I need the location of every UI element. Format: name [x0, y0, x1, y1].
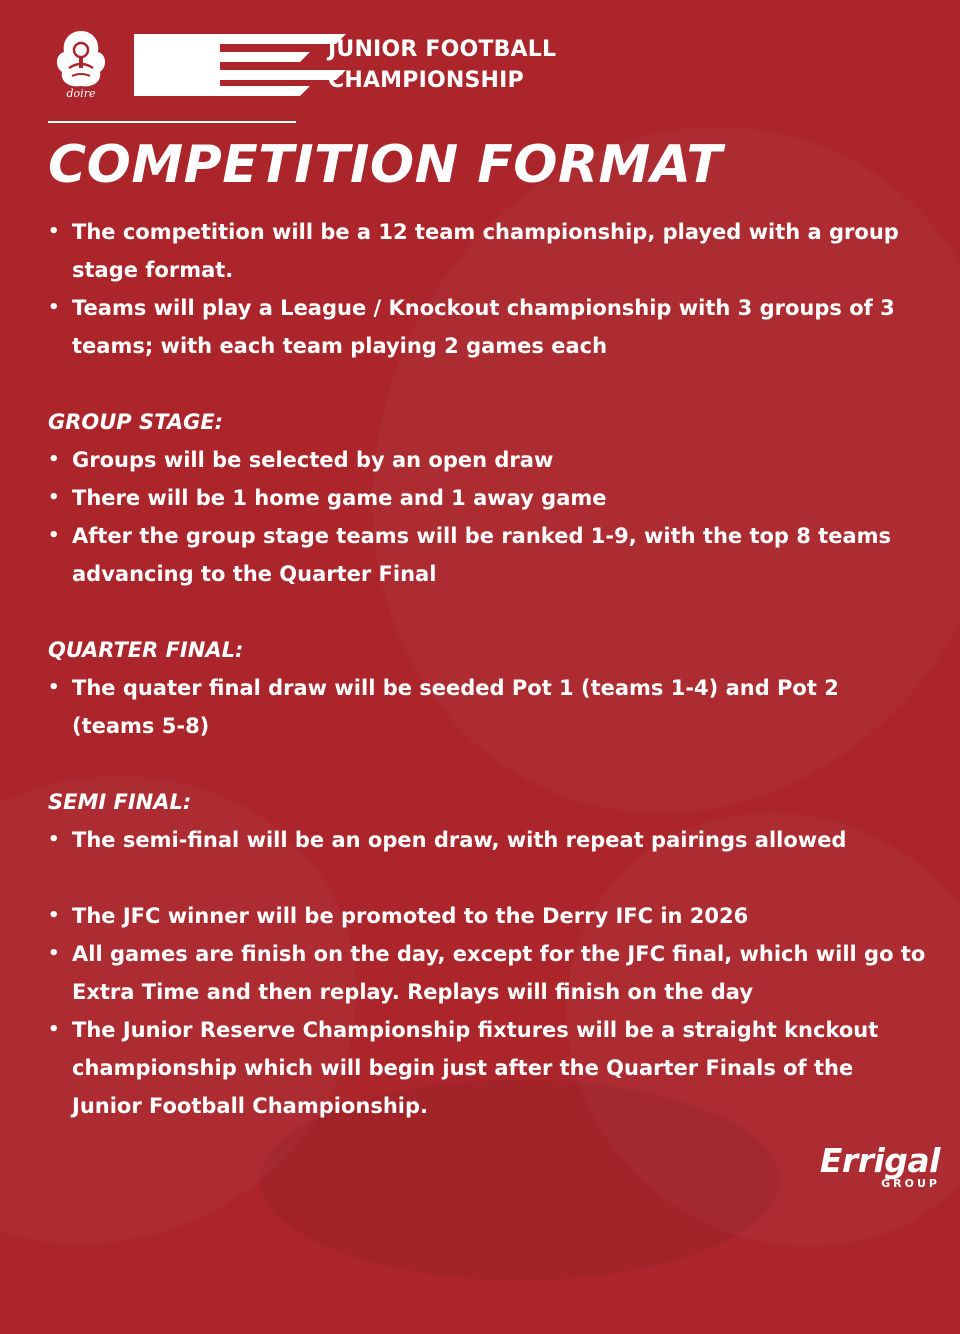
header	[48, 28, 608, 108]
competition-line-1: JUNIOR FOOTBALL	[328, 37, 557, 62]
list-item: • After the group stage teams will be ranked 1-9, with the top 8 teams advancing to the Quarter Final	[48, 517, 928, 593]
semi-final-list	[48, 821, 928, 859]
header-divider	[48, 121, 296, 123]
competition-line-2: CHAMPIONSHIP	[328, 68, 524, 93]
page-title: COMPETITION FORMAT	[48, 135, 723, 195]
format-content	[48, 213, 928, 1125]
spacer	[48, 593, 928, 631]
sponsor-logo	[819, 1141, 940, 1190]
sponsor-name: Errigal	[819, 1141, 940, 1180]
spacer	[48, 365, 928, 403]
derry-crest-logo	[48, 28, 114, 100]
list-item: • The quater final draw will be seeded Pot 1 (teams 1-4) and Pot 2 (teams 5-8)	[48, 669, 928, 745]
list-item: • There will be 1 home game and 1 away game	[48, 479, 928, 517]
quarter-final-heading: QUARTER FINAL:	[48, 638, 244, 662]
list-item: • The semi-final will be an open draw, with repeat pairings allowed	[48, 821, 928, 859]
list-item: • The JFC winner will be promoted to the Derry IFC in 2026	[48, 897, 928, 935]
list-item: • The competition will be a 12 team championship, played with a group stage format.	[48, 213, 928, 289]
list-item: • Teams will play a League / Knockout championship with 3 groups of 3 teams; with each team playing 2 games each	[48, 289, 928, 365]
spacer	[48, 859, 928, 897]
competition-name	[328, 34, 628, 96]
list-item: • The Junior Reserve Championship fixtures will be a straight knckout championship which will begin just after the Quarter Finals of the Junior Football Championship.	[48, 1011, 928, 1125]
sponsor-subtitle: GROUP	[881, 1177, 940, 1190]
intro-list	[48, 213, 928, 365]
notes-list	[48, 897, 928, 1125]
spacer	[48, 745, 928, 783]
list-item: • All games are finish on the day, except for the JFC final, which will go to Extra Time and then replay. Replays will finish on the day	[48, 935, 928, 1011]
group-stage-heading: GROUP STAGE:	[48, 410, 224, 434]
jfc-flag-graphic	[134, 34, 346, 96]
semi-final-heading: SEMI FINAL:	[48, 790, 192, 814]
group-stage-list	[48, 441, 928, 593]
list-item: • Groups will be selected by an open draw	[48, 441, 928, 479]
quarter-final-list	[48, 669, 928, 745]
svg-text:doire: doire	[66, 87, 96, 100]
